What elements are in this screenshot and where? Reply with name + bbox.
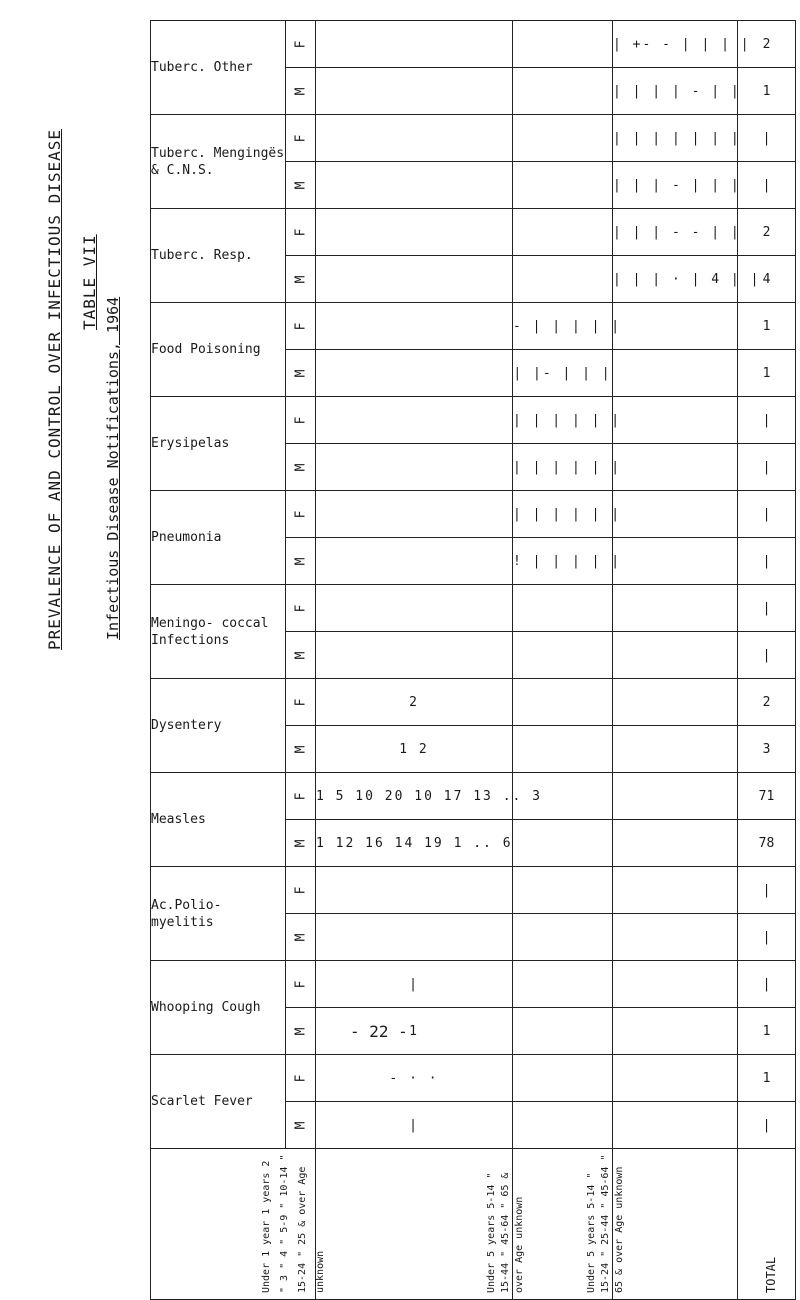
cell-f-group-b [513,867,613,914]
cell-f-group-b: | | | | | | [513,397,613,444]
cell-m-total: | [738,632,796,679]
cell-f-group-c [613,303,738,350]
cell-f-group-c [613,679,738,726]
cell-f-total: | [738,115,796,162]
cell-f-total: 1 [738,1055,796,1102]
cell-m-group-c: | | | - | | | [613,162,738,209]
sex-male: M [286,350,316,397]
cell-m-group-c: | | | · | 4 | | [613,256,738,303]
cell-m-total: 1 [738,68,796,115]
cell-m-group-c [613,538,738,585]
cell-m-total: | [738,162,796,209]
cell-f-group-c [613,773,738,820]
sex-male: M [286,632,316,679]
cell-m-group-a: 1 [316,1008,513,1055]
cell-m-total: 1 [738,1008,796,1055]
sex-male: M [286,162,316,209]
cell-m-group-b: | |- | | | [513,350,613,397]
cell-m-group-a [316,350,513,397]
cell-f-group-a [316,491,513,538]
disease-name: Pneumonia [151,491,286,585]
cell-m-group-b [513,632,613,679]
cell-m-group-b [513,162,613,209]
cell-m-group-a [316,162,513,209]
disease-name: Tuberc. Resp. [151,209,286,303]
cell-f-group-c [613,1055,738,1102]
cell-m-group-c [613,726,738,773]
cell-m-group-c [613,350,738,397]
cell-f-group-a [316,21,513,68]
sex-female: F [286,397,316,444]
page-number: - 22 - [350,1022,408,1041]
sex-male: M [286,1102,316,1149]
cell-f-group-b [513,773,613,820]
cell-f-group-a [316,303,513,350]
cell-f-total: 1 [738,303,796,350]
cell-m-total: | [738,1102,796,1149]
cell-m-group-b [513,68,613,115]
sex-female: F [286,585,316,632]
cell-f-group-c: | | | - - | | [613,209,738,256]
cell-m-total: | [738,444,796,491]
cell-m-total: | [738,914,796,961]
table-row [151,209,796,256]
cell-f-group-a: - · · [316,1055,513,1102]
cell-f-group-b: | | | | | | [513,491,613,538]
cell-f-group-c: | | | | | | | [613,115,738,162]
table-row [151,585,796,632]
table-row [151,773,796,820]
sex-male: M [286,444,316,491]
cell-f-total: | [738,585,796,632]
cell-m-total: 4 [738,256,796,303]
cell-f-group-a [316,115,513,162]
disease-name: Food Poisoning [151,303,286,397]
cell-m-group-b: | | | | | | [513,444,613,491]
cell-f-total: 2 [738,679,796,726]
table-row [151,21,796,68]
cell-m-group-b: ! | | | | | [513,538,613,585]
disease-name: Whooping Cough [151,961,286,1055]
table-subtitle: Infectious Disease Notifications, 1964 [104,296,122,640]
cell-m-group-a [316,256,513,303]
cell-f-total: | [738,867,796,914]
sex-male: M [286,68,316,115]
cell-m-group-b [513,726,613,773]
cell-m-group-c [613,820,738,867]
sex-female: F [286,21,316,68]
table-row [151,1055,796,1102]
sex-female: F [286,773,316,820]
cell-f-total: 71 [738,773,796,820]
cell-m-group-b [513,1102,613,1149]
cell-f-group-a: | [316,961,513,1008]
cell-m-group-a: 1 2 [316,726,513,773]
cell-f-total: | [738,961,796,1008]
disease-name: Meningo- coccal Infections [151,585,286,679]
cell-f-group-c [613,397,738,444]
disease-name: Ac.Polio- myelitis [151,867,286,961]
sex-female: F [286,961,316,1008]
cell-f-total: 2 [738,21,796,68]
cell-f-group-b [513,115,613,162]
cell-f-group-a [316,397,513,444]
sex-male: M [286,538,316,585]
disease-name: Scarlet Fever [151,1055,286,1149]
cell-m-group-b [513,820,613,867]
cell-m-group-a [316,68,513,115]
cell-f-total: | [738,397,796,444]
sex-female: F [286,867,316,914]
cell-f-group-a: 1 5 10 20 10 17 13 .. 3 [316,773,513,820]
cell-f-group-a [316,585,513,632]
cell-m-group-b [513,256,613,303]
cell-m-group-c [613,914,738,961]
table-row [151,397,796,444]
sex-male: M [286,726,316,773]
cell-m-group-b [513,914,613,961]
main-title: PREVALENCE OF AND CONTROL OVER INFECTIOUS DISEASE [45,128,64,650]
cell-f-group-b [513,209,613,256]
cell-m-group-c [613,1102,738,1149]
cell-f-group-a [316,209,513,256]
cell-m-group-c [613,632,738,679]
notifications-table [150,20,796,1300]
cell-m-group-a [316,632,513,679]
age-header-group-a: Under 1 year 1 years 2 " 3 " 4 " 5-9 " 10-14 " 15-24 " 25 & over Age unknown [316,1149,513,1300]
cell-m-group-a: 1 12 16 14 19 1 .. 6 [316,820,513,867]
age-header-group-b: Under 5 years 5-14 " 15-44 " 45-64 " 65 & over Age unknown [513,1149,613,1300]
table-row [151,867,796,914]
cell-m-total: 1 [738,350,796,397]
cell-m-group-c: | | | | - | | [613,68,738,115]
sex-male: M [286,1008,316,1055]
table-row [151,961,796,1008]
sex-male: M [286,820,316,867]
cell-f-group-b [513,961,613,1008]
cell-f-group-c [613,961,738,1008]
sex-female: F [286,303,316,350]
sex-female: F [286,679,316,726]
cell-f-group-c [613,491,738,538]
cell-m-group-a [316,914,513,961]
table-row [151,303,796,350]
cell-m-group-c [613,1008,738,1055]
age-header-group-c: Under 5 years 5-14 " 15-24 " 25-44 " 45-64 " 65 & over Age unknown [613,1149,738,1300]
sex-female: F [286,1055,316,1102]
disease-name: Tuberc. Other [151,21,286,115]
cell-f-group-a: 2 [316,679,513,726]
cell-f-group-b [513,1055,613,1102]
cell-f-group-b: - | | | | | [513,303,613,350]
cell-f-group-b [513,21,613,68]
cell-f-group-b [513,585,613,632]
sex-female: F [286,209,316,256]
sex-male: M [286,256,316,303]
disease-name: Measles [151,773,286,867]
cell-f-total: | [738,491,796,538]
sex-male: M [286,914,316,961]
cell-f-total: 2 [738,209,796,256]
disease-name: Dysentery [151,679,286,773]
cell-f-group-c [613,585,738,632]
cell-m-group-b [513,1008,613,1055]
cell-m-total: 3 [738,726,796,773]
table-row [151,491,796,538]
sex-female: F [286,491,316,538]
cell-f-group-c [613,867,738,914]
disease-name: Tuberc. Mengingës & C.N.S. [151,115,286,209]
disease-name: Erysipelas [151,397,286,491]
cell-f-group-c: | +- - | | | | [613,21,738,68]
cell-m-total: | [738,538,796,585]
cell-m-group-a: | [316,1102,513,1149]
table-number: TABLE VII [80,234,99,330]
cell-f-group-a [316,867,513,914]
table-row [151,115,796,162]
total-header: TOTAL [738,1149,796,1300]
sex-female: F [286,115,316,162]
cell-m-total: 78 [738,820,796,867]
cell-f-group-b [513,679,613,726]
cell-m-group-a [316,538,513,585]
cell-m-group-c [613,444,738,491]
table-row [151,679,796,726]
cell-m-group-a [316,444,513,491]
